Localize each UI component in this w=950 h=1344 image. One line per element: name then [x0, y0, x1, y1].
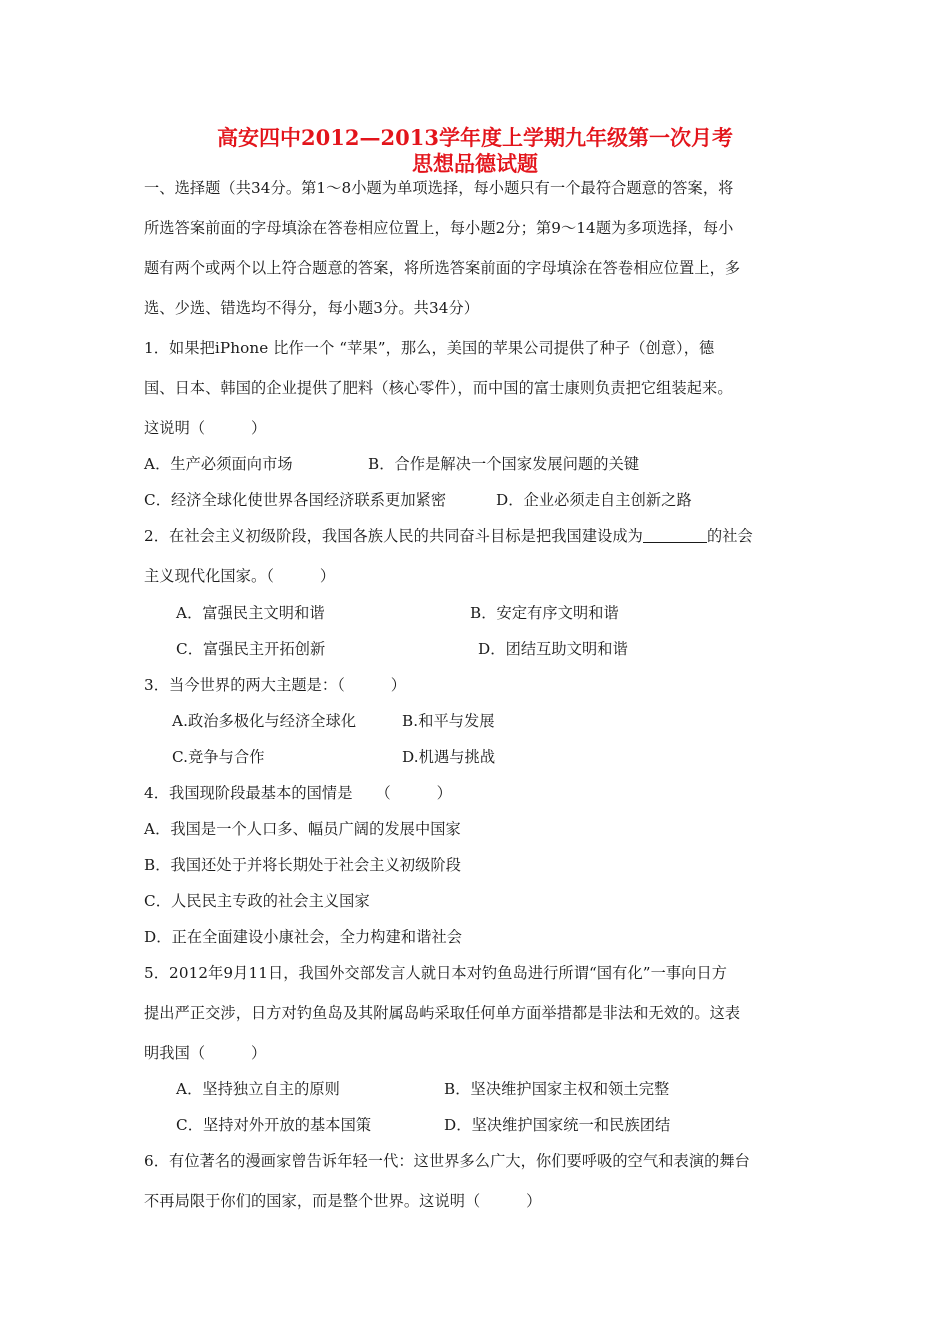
question-2-option-b: B．安定有序文明和谐	[470, 604, 619, 622]
instructions-line-3: 题有两个或两个以上符合题意的答案，将所选答案前面的字母填涂在答卷相应位置上，多	[144, 259, 741, 277]
question-4-option-b: B．我国还处于并将长期处于社会主义初级阶段	[144, 856, 462, 874]
question-2-stem-pre: 2．在社会主义初级阶段，我国各族人民的共同奋斗目标是把我国建设成为	[144, 527, 643, 545]
question-3-option-a: A.政治多极化与经济全球化	[172, 712, 357, 730]
question-6-stem-1: 6．有位著名的漫画家曾告诉年轻一代：这世界多么广大，你们要呼吸的空气和表演的舞台	[144, 1152, 750, 1170]
question-5-option-b: B．坚决维护国家主权和领土完整	[444, 1080, 670, 1098]
question-1-option-a: A．生产必须面向市场	[144, 455, 293, 473]
question-6-stem-2: 不再局限于你们的国家，而是整个世界。这说明（ ）	[144, 1192, 542, 1210]
question-2-stem-1	[144, 526, 753, 546]
question-4-option-d: D．正在全面建设小康社会，全力构建和谐社会	[144, 928, 463, 946]
instructions-line-4: 选、少选、错选均不得分，每小题3分。共34分）	[144, 299, 480, 317]
question-5-stem-1: 5．2012年9月11日，我国外交部发言人就日本对钓鱼岛进行所谓“国有化”一事向日方	[144, 964, 728, 982]
question-3-option-d: D.机遇与挑战	[402, 748, 496, 766]
question-5-stem-2: 提出严正交涉，日方对钓鱼岛及其附属岛屿采取任何单方面举措都是非法和无效的。这表	[144, 1004, 741, 1022]
question-2-option-a: A．富强民主文明和谐	[176, 604, 325, 622]
exam-title: 高安四中2012—2013学年度上学期九年级第一次月考	[217, 125, 733, 150]
instructions-line-2: 所选答案前面的字母填涂在答卷相应位置上，每小题2分；第9～14题为多项选择，每小	[144, 219, 734, 237]
question-5-option-d: D．坚决维护国家统一和民族团结	[444, 1116, 671, 1134]
question-1-stem-2: 国、日本、韩国的企业提供了肥料（核心零件），而中国的富士康则负责把它组装起来。	[144, 379, 733, 397]
question-1-stem-1: 1．如果把iPhone 比作一个 “苹果”，那么，美国的苹果公司提供了种子（创意），德	[144, 339, 715, 357]
instructions-line-1: 一、选择题（共34分。第1～8小题为单项选择，每小题只有一个最符合题意的答案，将	[144, 179, 734, 197]
question-1-stem-3: 这说明（ ）	[144, 419, 267, 437]
question-3-option-c: C.竞争与合作	[172, 748, 265, 766]
question-2-option-c: C．富强民主开拓创新	[176, 640, 326, 658]
question-2-stem-2: 主义现代化国家。（ ）	[144, 567, 336, 585]
exam-subtitle: 思想品德试题	[412, 151, 538, 176]
question-1-option-c: C．经济全球化使世界各国经济联系更加紧密	[144, 491, 447, 509]
question-4-stem: 4．我国现阶段最基本的国情是 （ ）	[144, 784, 452, 802]
question-5-option-a: A．坚持独立自主的原则	[176, 1080, 340, 1098]
question-5-option-c: C．坚持对外开放的基本国策	[176, 1116, 372, 1134]
question-2-stem-post: 的社会	[706, 527, 753, 545]
question-3-stem: 3．当今世界的两大主题是：（ ）	[144, 676, 407, 694]
question-4-option-c: C．人民民主专政的社会主义国家	[144, 892, 370, 910]
question-3-option-b: B.和平与发展	[402, 712, 495, 730]
question-1-option-d: D．企业必须走自主创新之路	[496, 491, 692, 509]
question-5-stem-3: 明我国（ ）	[144, 1044, 267, 1062]
answer-blank	[643, 528, 707, 543]
question-2-option-d: D．团结互助文明和谐	[478, 640, 628, 658]
question-1-option-b: B．合作是解决一个国家发展问题的关键	[368, 455, 640, 473]
question-4-option-a: A．我国是一个人口多、幅员广阔的发展中国家	[144, 820, 461, 838]
